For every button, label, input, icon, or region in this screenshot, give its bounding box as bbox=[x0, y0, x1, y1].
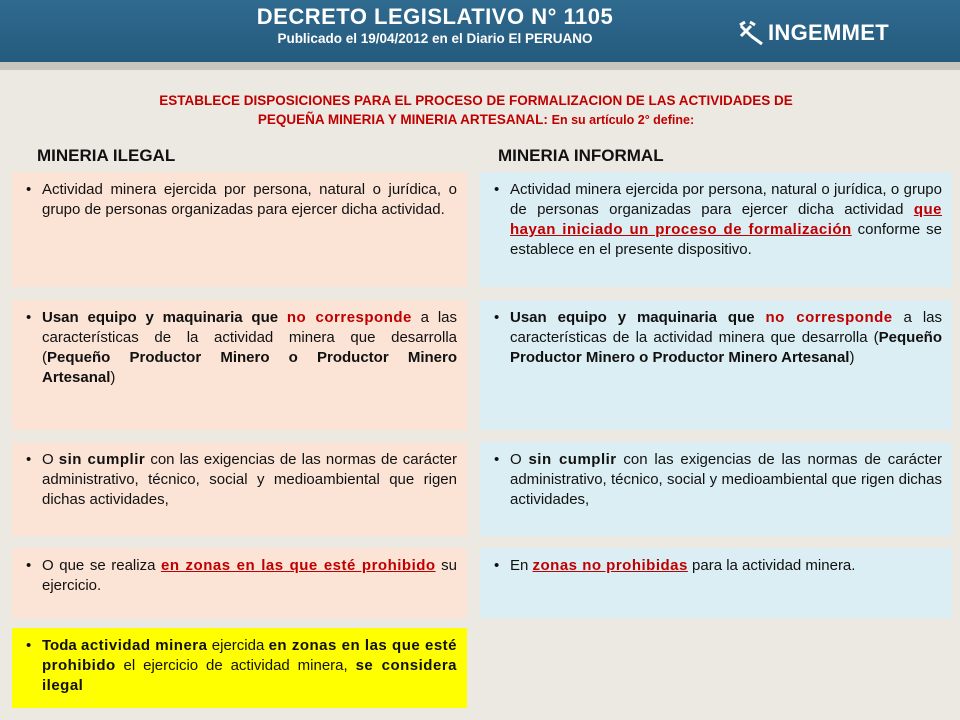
ilegal-zones-box bbox=[12, 548, 467, 618]
informal-b2-end: ) bbox=[849, 349, 855, 366]
ilegal-b2-lead: Usan equipo y maquinaria que bbox=[42, 309, 287, 326]
ilegal-b3-rest: con las exigencias de las normas de carácter administrativo, técnico, social y medioambiental que rigen dichas actividades, bbox=[42, 451, 457, 508]
ingemmet-logo bbox=[738, 18, 889, 48]
bullet-icon: • bbox=[494, 181, 500, 198]
ilegal-b3-lead: O bbox=[42, 451, 59, 468]
bullet-icon: • bbox=[26, 309, 32, 326]
page-subtitle: Publicado el 19/04/2012 en el Diario El PERUANO bbox=[277, 31, 593, 46]
ilegal-b4-rest: su ejercicio. bbox=[42, 557, 457, 594]
title-block bbox=[225, 4, 645, 48]
informal-b4-lead: En bbox=[510, 557, 533, 574]
intro-line-2 bbox=[20, 110, 932, 130]
ilegal-b4-lead: O que se realiza bbox=[42, 557, 161, 574]
bullet-icon: • bbox=[494, 309, 500, 326]
intro-text bbox=[20, 91, 932, 130]
ilegal-b2-mid: a las características de la actividad minera que desarrolla ( bbox=[42, 309, 457, 366]
ilegal-b1-text: Actividad minera ejercida por persona, natural o jurídica, o grupo de personas organizadas para ejercer dicha actividad. bbox=[42, 181, 457, 218]
ilegal-b5-lead: Toda bbox=[42, 637, 81, 654]
informal-b4-rest: para la actividad minera. bbox=[687, 557, 856, 574]
ilegal-b5-bold2: en zonas en las que esté prohibido bbox=[42, 637, 457, 674]
informal-b3-bold: sin cumplir bbox=[528, 451, 617, 468]
informal-b3-lead: O bbox=[510, 451, 529, 468]
bullet-icon: • bbox=[494, 557, 500, 574]
informal-b2-mid: a las características de la actividad minera que desarrolla ( bbox=[510, 309, 942, 346]
ilegal-b5-bold1: actividad minera bbox=[81, 637, 208, 654]
intro-line-1: ESTABLECE DISPOSICIONES PARA EL PROCESO DE FORMALIZACION DE LAS ACTIVIDADES DE bbox=[159, 93, 793, 108]
informal-zones-box bbox=[480, 548, 952, 618]
heading-mineria-informal: MINERIA INFORMAL bbox=[498, 146, 664, 165]
informal-equipment-box bbox=[480, 300, 952, 430]
informal-b2-red: no corresponde bbox=[765, 309, 893, 326]
bullet-icon: • bbox=[494, 451, 500, 468]
heading-mineria-ilegal: MINERIA ILEGAL bbox=[37, 146, 176, 165]
ilegal-b4-red: en zonas en las que esté prohibido bbox=[160, 557, 436, 574]
ilegal-conclusion-box bbox=[12, 628, 467, 708]
ilegal-b2-red: no corresponde bbox=[286, 309, 412, 326]
logo-text: INGEMMET bbox=[768, 20, 889, 45]
intro-line-2-tail: En su artículo 2° define: bbox=[551, 113, 695, 127]
page-title: DECRETO LEGISLATIVO N° 1105 bbox=[256, 4, 614, 29]
ilegal-b5-bold3: se considera ilegal bbox=[42, 657, 457, 694]
informal-b2-bold: Pequeño Productor Minero o Productor Minero Artesanal bbox=[510, 329, 942, 366]
bullet-icon: • bbox=[26, 637, 32, 654]
header-divider bbox=[0, 62, 960, 70]
informal-definition-box bbox=[480, 172, 952, 287]
informal-b1-red: que hayan iniciado un proceso de formalización bbox=[510, 201, 942, 238]
ilegal-equipment-box bbox=[12, 300, 467, 430]
ilegal-b5-mid: ejercida bbox=[207, 637, 269, 654]
informal-b1-rest: conforme se establece en el presente dispositivo. bbox=[510, 221, 942, 258]
informal-b3-rest: con las exigencias de las normas de carácter administrativo, técnico, social y medioambiental que rigen dichas actividades, bbox=[510, 451, 942, 508]
bullet-icon: • bbox=[26, 557, 32, 574]
informal-norms-box bbox=[480, 442, 952, 536]
informal-b2-lead: Usan equipo y maquinaria que bbox=[510, 309, 766, 326]
informal-b1-lead: Actividad minera ejercida por persona, natural o jurídica, o grupo de personas organizadas para ejercer dicha actividad bbox=[510, 181, 942, 218]
ilegal-b3-bold: sin cumplir bbox=[58, 451, 146, 468]
ilegal-norms-box bbox=[12, 442, 467, 536]
bullet-icon: • bbox=[26, 451, 32, 468]
informal-b4-red: zonas no prohibidas bbox=[532, 557, 688, 574]
bullet-icon: • bbox=[26, 181, 32, 198]
intro-line-2-main: PEQUEÑA MINERIA Y MINERIA ARTESANAL: bbox=[257, 112, 548, 127]
ilegal-b5-mid2: el ejercicio de actividad minera, bbox=[115, 657, 356, 674]
ilegal-definition-box bbox=[12, 172, 467, 287]
pick-hammer-icon bbox=[738, 20, 764, 46]
ilegal-b2-end: ) bbox=[110, 369, 116, 386]
ilegal-b2-bold: Pequeño Productor Minero o Productor Minero Artesanal bbox=[42, 349, 457, 386]
